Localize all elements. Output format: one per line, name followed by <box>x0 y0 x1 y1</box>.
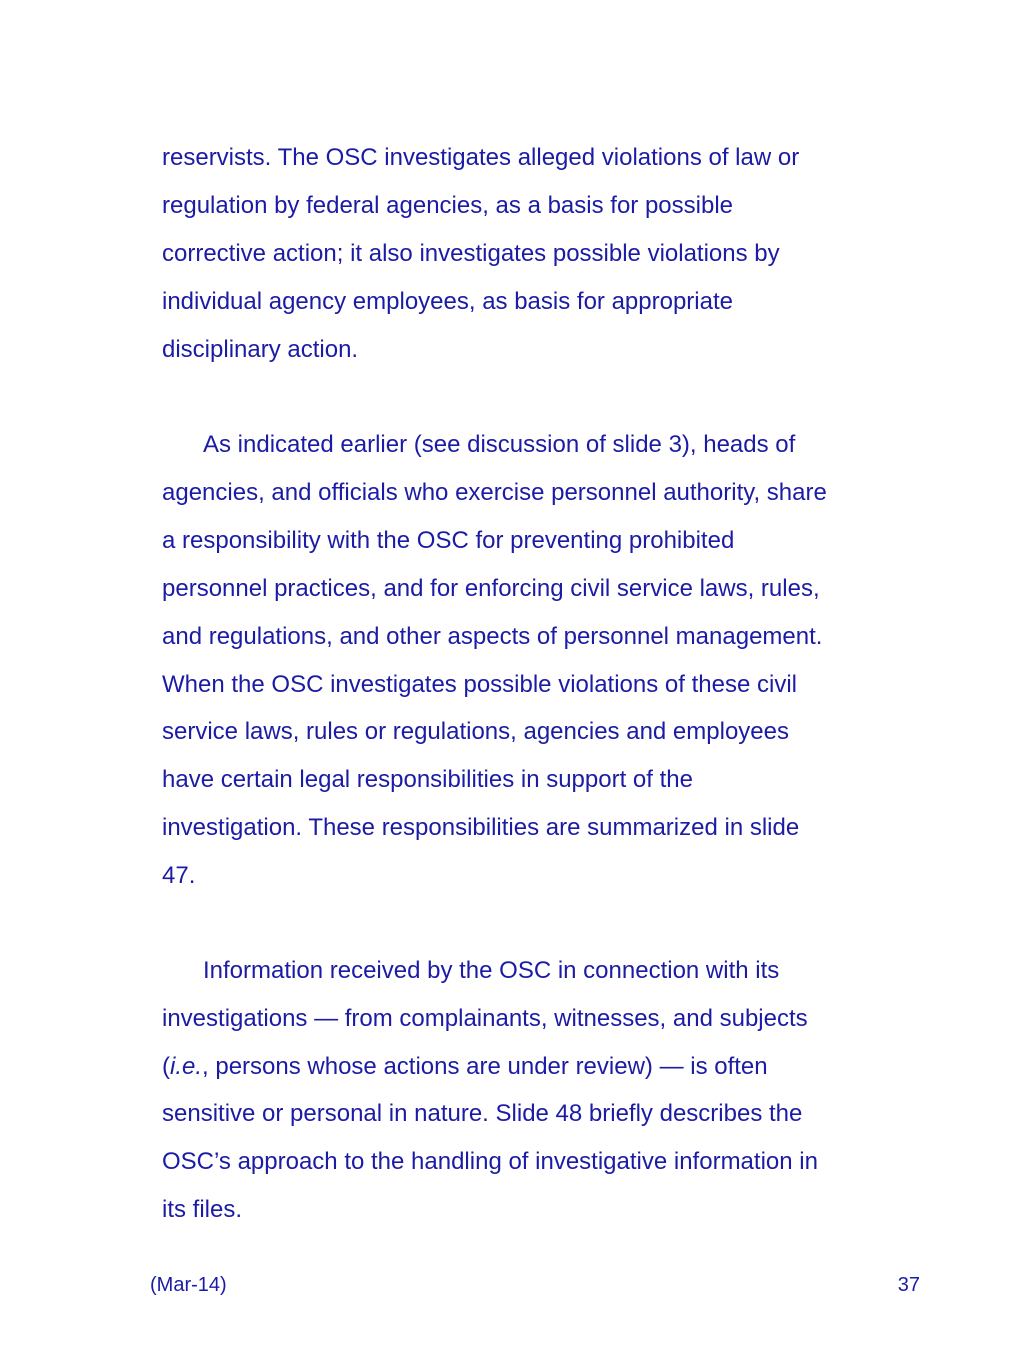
paragraph-3-line-5: OSC’s approach to the handling of investigative information in <box>162 1148 818 1175</box>
paragraph-2-line-8: have certain legal responsibilities in support of the <box>162 766 693 793</box>
paragraph-3-line-1: Information received by the OSC in connection with its <box>203 957 780 984</box>
paragraph-1-line-4: individual agency employees, as basis for appropriate <box>162 288 733 315</box>
paragraph-2-line-10: 47. <box>162 862 196 889</box>
footer-date: (Mar-14) <box>150 1274 227 1296</box>
page-number: 37 <box>897 1274 920 1296</box>
paragraph-2-line-2: agencies, and officials who exercise personnel authority, share <box>162 479 827 506</box>
open-paren: ( <box>162 1053 170 1080</box>
ie-abbreviation: i.e. <box>170 1053 203 1080</box>
paragraph-3-line-2: investigations — from complainants, witnesses, and subjects <box>162 1005 808 1032</box>
paragraph-1-line-2: regulation by federal agencies, as a basis for possible <box>162 192 734 219</box>
paragraph-2-line-7: service laws, rules or regulations, agencies and employees <box>162 718 789 745</box>
paragraph-2-line-6: When the OSC investigates possible violations of these civil <box>162 671 797 698</box>
paragraph-1-line-5: disciplinary action. <box>162 336 359 363</box>
paragraph-2-line-1: As indicated earlier (see discussion of slide 3), heads of <box>203 431 796 458</box>
paragraph-2-line-3: a responsibility with the OSC for preventing prohibited <box>162 527 735 554</box>
paragraph-3-line-6: its files. <box>162 1196 243 1223</box>
paragraph-2-line-4: personnel practices, and for enforcing civil service laws, rules, <box>162 575 820 602</box>
paragraph-1-line-3: corrective action; it also investigates possible violations by <box>162 240 780 267</box>
paragraph-2-line-5: and regulations, and other aspects of personnel management. <box>162 623 823 650</box>
paragraph-1-line-1: reservists. The OSC investigates alleged violations of law or <box>162 144 800 171</box>
paragraph-3-line-4: sensitive or personal in nature. Slide 48 briefly describes the <box>162 1100 803 1127</box>
paragraph-2-line-9: investigation. These responsibilities are summarized in slide <box>162 814 800 841</box>
paragraph-3-line-3-rest: , persons whose actions are under review) — is often <box>202 1053 768 1080</box>
paragraph-3-line-3 <box>162 1052 768 1082</box>
